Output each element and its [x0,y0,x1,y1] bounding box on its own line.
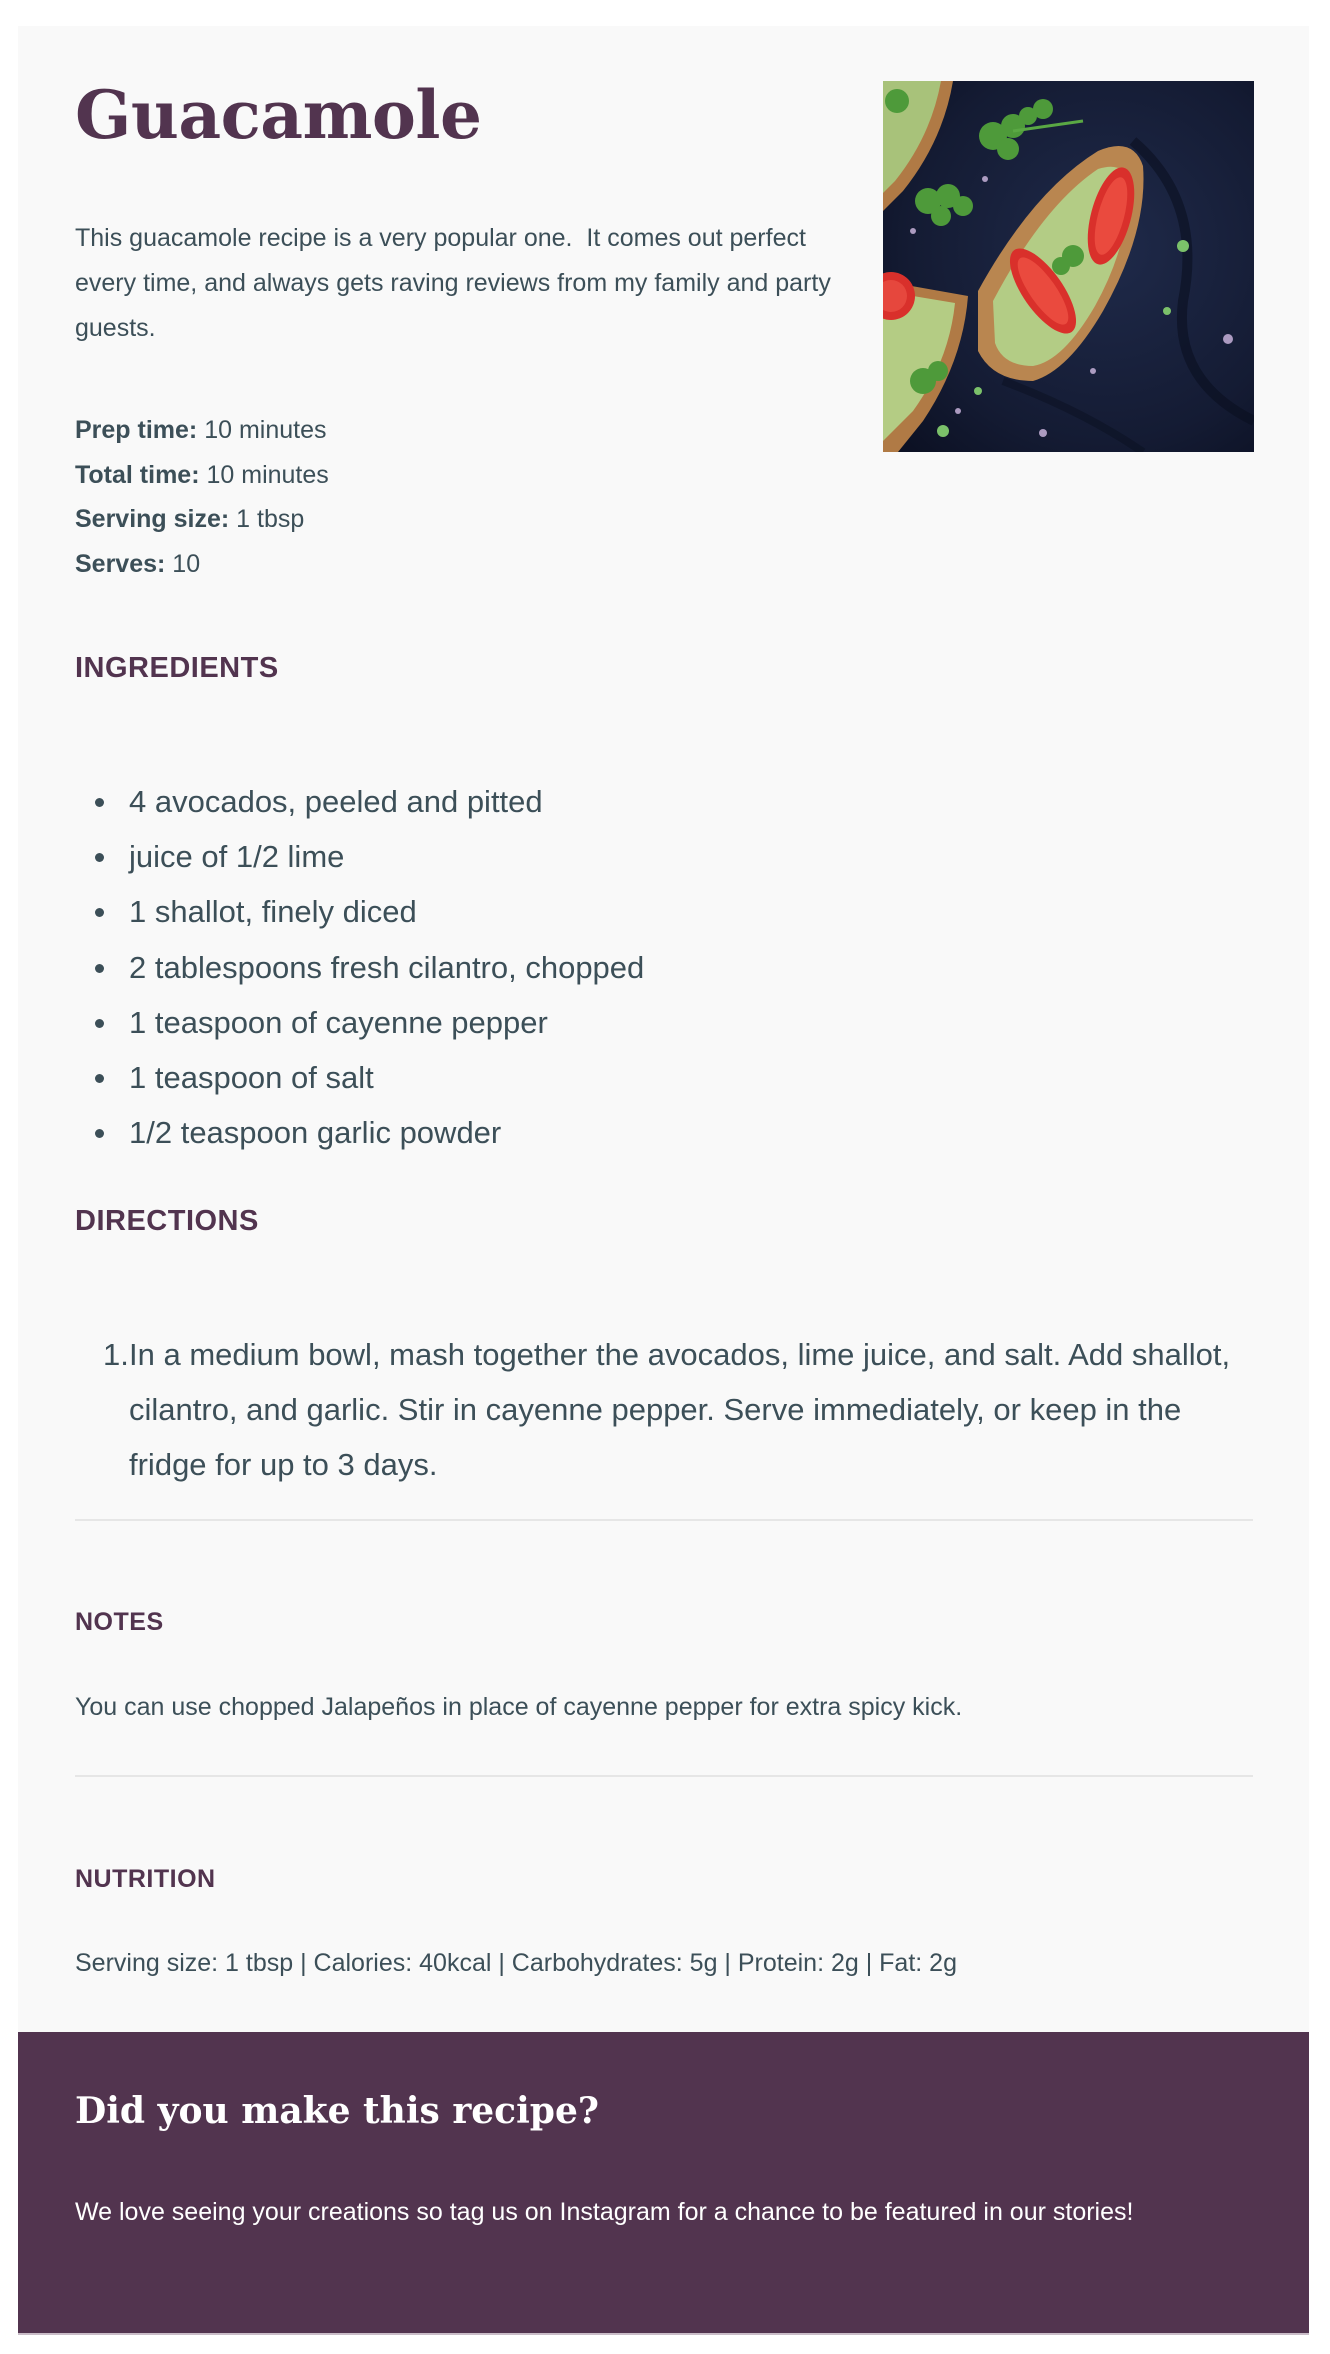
recipe-title: Guacamole [75,76,482,154]
meta-value: 1 tbsp [229,505,305,534]
notes-text: You can use chopped Jalapeños in place of cayenne pepper for extra spicy kick. [75,1693,963,1721]
recipe-cta-footer [18,2032,1309,2335]
meta-serving-size [75,497,329,542]
recipe-card [18,26,1309,2032]
step-number: 1. [103,1337,129,1372]
ingredient-item: juice of 1/2 lime [75,829,644,884]
section-divider [75,1519,1253,1521]
nutrition-text: Serving size: 1 tbsp | Calories: 40kcal | Carbohydrates: 5g | Protein: 2g | Fat: 2g [75,1949,957,1977]
recipe-photo [883,81,1254,452]
notes-heading: NOTES [75,1608,164,1636]
nutrition-heading: NUTRITION [75,1865,216,1893]
ingredient-item: 1 teaspoon of salt [75,1050,644,1105]
bullet-icon [95,1019,104,1028]
bullet-icon [95,908,104,917]
direction-step [75,1327,1255,1492]
bullet-icon [95,1074,104,1083]
ingredients-heading: INGREDIENTS [75,652,279,684]
ingredient-item: 2 tablespoons fresh cilantro, chopped [75,940,644,995]
meta-prep-time [75,408,329,453]
bullet-icon [95,964,104,973]
meta-serves [75,542,329,587]
bullet-icon [95,853,104,862]
recipe-meta-list [75,408,329,587]
cta-title: Did you make this recipe? [75,2090,599,2132]
bullet-icon [95,798,104,807]
directions-heading: DIRECTIONS [75,1205,259,1237]
ingredient-item: 1/2 teaspoon garlic powder [75,1105,644,1160]
meta-value: 10 [165,550,201,579]
meta-label: Serving size: [75,505,230,534]
meta-total-time [75,453,329,498]
ingredient-item: 1 shallot, finely diced [75,884,644,939]
meta-value: 10 minutes [197,416,327,444]
cta-text: We love seeing your creations so tag us on Instagram for a chance to be featured in our stories! [75,2198,1134,2226]
ingredients-list [75,774,644,1160]
meta-label: Total time: [75,460,200,489]
meta-value: 10 minutes [199,460,329,489]
ingredient-item: 4 avocados, peeled and pitted [75,774,644,829]
meta-label: Prep time: [75,416,198,444]
meta-label: Serves: [75,550,166,579]
bullet-icon [95,1129,104,1138]
directions-list [75,1327,1255,1492]
step-text: In a medium bowl, mash together the avocados, lime juice, and salt. Add shallot, cilantro, and garlic. Stir in cayenne pepper. Serve immediately, or keep in the fridge for up to 3 days. [129,1337,1231,1482]
guacamole-toast-image-icon [883,81,1254,452]
recipe-description: This guacamole recipe is a very popular one. It comes out perfect every time, and always gets raving reviews from my family and party guests. [75,224,838,342]
section-divider [75,1775,1253,1777]
ingredient-item: 1 teaspoon of cayenne pepper [75,995,644,1050]
